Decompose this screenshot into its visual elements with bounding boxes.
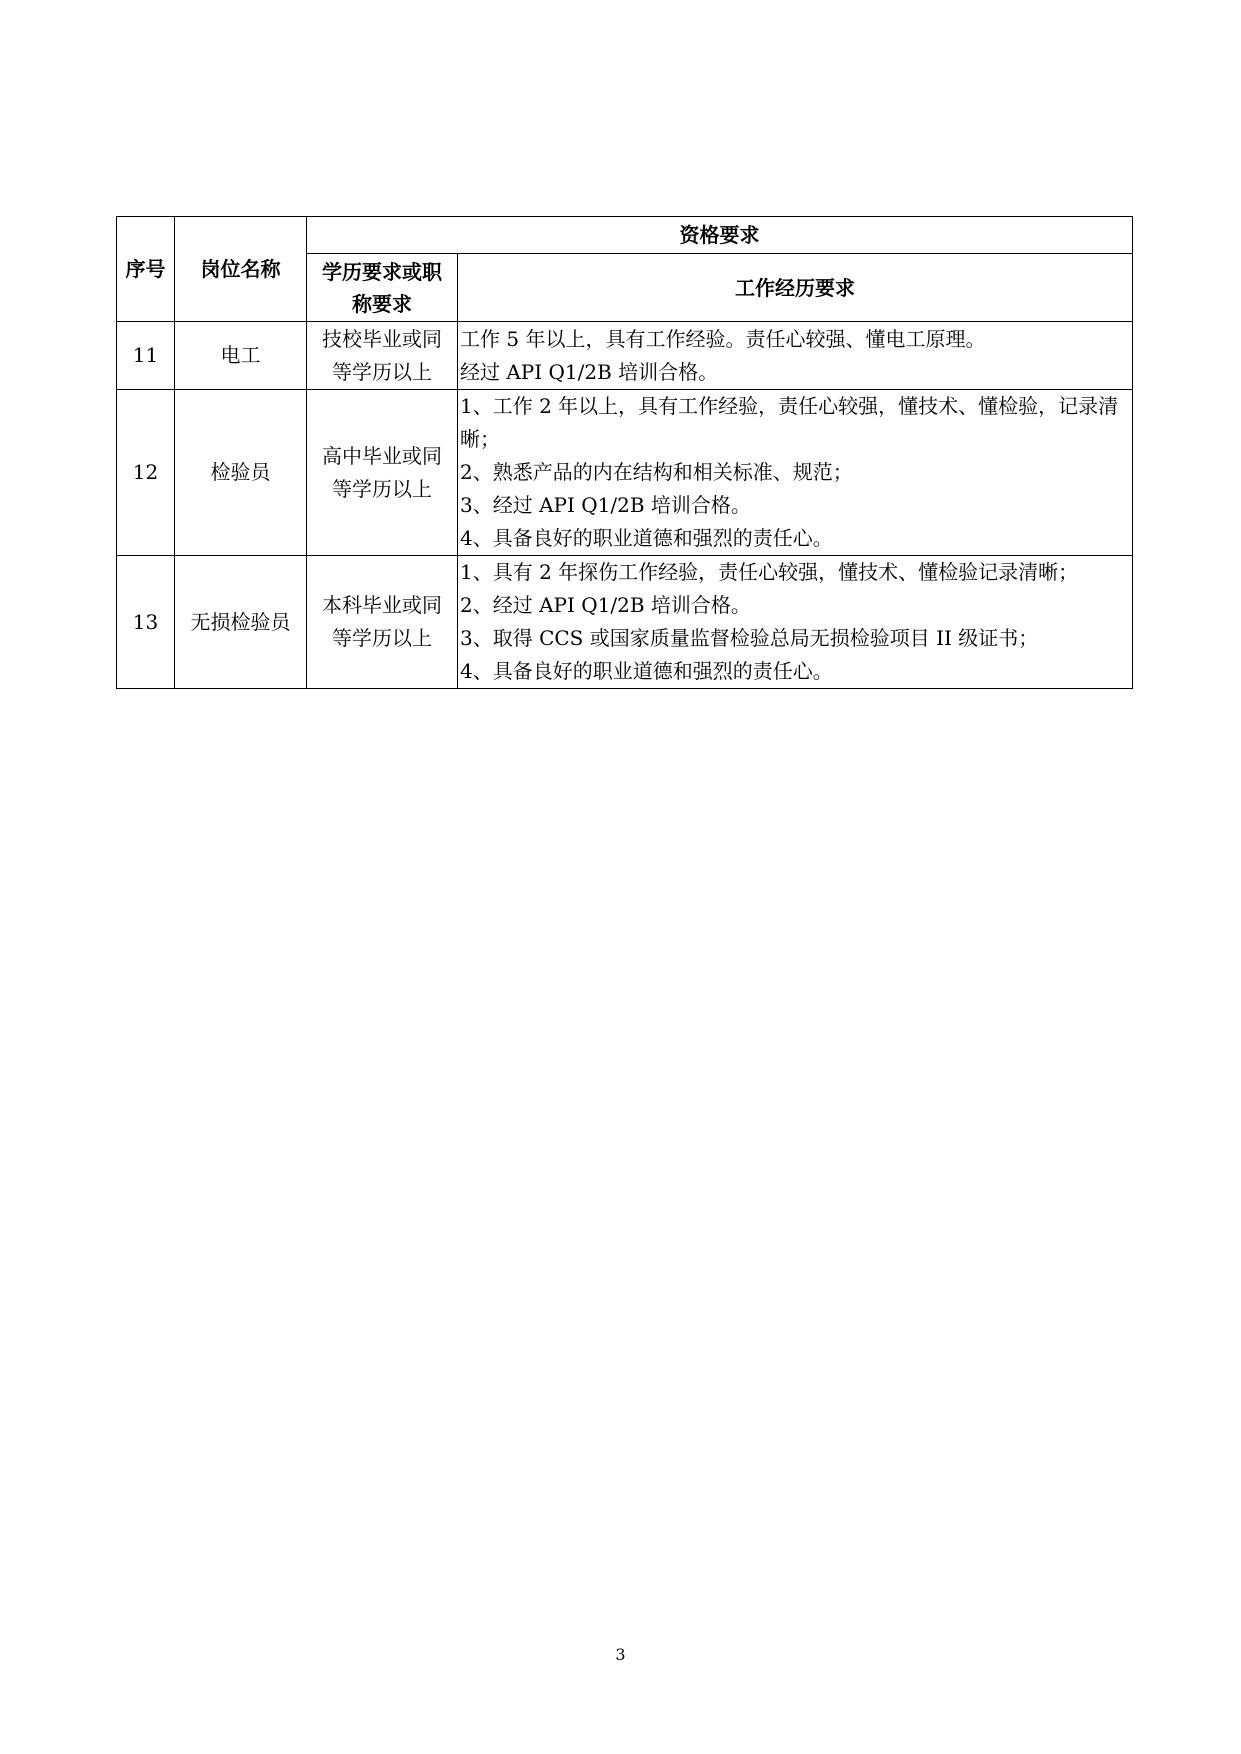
table-row bbox=[117, 390, 1133, 556]
experience-line: 3、经过 API Q1/2B 培训合格。 bbox=[460, 493, 751, 517]
education-line2: 等学历以上 bbox=[332, 476, 432, 501]
cell-experience bbox=[458, 322, 1133, 390]
page-number: 3 bbox=[615, 1645, 626, 1664]
experience-line: 2、经过 API Q1/2B 培训合格。 bbox=[460, 593, 751, 617]
experience-line: 3、取得 CCS 或国家质量监督检验总局无损检验项目 II 级证书； bbox=[460, 626, 1039, 650]
cell-education bbox=[307, 322, 458, 390]
header-row-top bbox=[117, 217, 1133, 254]
cell-education bbox=[307, 556, 458, 689]
experience-line: 1、具有 2 年探伤工作经验，责任心较强，懂技术、懂检验记录清晰； bbox=[460, 560, 1079, 584]
education-line1: 高中毕业或同 bbox=[322, 443, 442, 468]
header-position: 岗位名称 bbox=[175, 217, 307, 322]
header-seq: 序号 bbox=[117, 217, 175, 322]
experience-line: 4、具备良好的职业道德和强烈的责任心。 bbox=[460, 526, 833, 550]
header-education-line2: 称要求 bbox=[352, 291, 412, 316]
cell-position: 无损检验员 bbox=[175, 556, 307, 689]
cell-education bbox=[307, 390, 458, 556]
cell-seq: 13 bbox=[117, 556, 175, 689]
table-row bbox=[117, 556, 1133, 689]
qualification-requirements-table bbox=[116, 216, 1133, 689]
header-experience: 工作经历要求 bbox=[458, 254, 1133, 322]
experience-line: 工作 5 年以上，具有工作经验。责任心较强、懂电工原理。 bbox=[460, 326, 986, 351]
experience-line: 经过 API Q1/2B 培训合格。 bbox=[460, 359, 719, 384]
education-line2: 等学历以上 bbox=[332, 359, 432, 384]
experience-line: 4、具备良好的职业道德和强烈的责任心。 bbox=[460, 659, 833, 683]
cell-position: 电工 bbox=[175, 322, 307, 390]
cell-seq: 11 bbox=[117, 322, 175, 390]
experience-line: 1、工作 2 年以上，具有工作经验，责任心较强，懂技术、懂检验，记录清晰； bbox=[460, 394, 1119, 451]
education-line1: 技校毕业或同 bbox=[322, 326, 442, 351]
cell-seq: 12 bbox=[117, 390, 175, 556]
header-qualification: 资格要求 bbox=[307, 217, 1133, 254]
cell-experience bbox=[458, 556, 1133, 689]
cell-experience bbox=[458, 390, 1133, 556]
experience-line: 2、熟悉产品的内在结构和相关标准、规范； bbox=[460, 460, 853, 484]
education-line1: 本科毕业或同 bbox=[322, 593, 442, 617]
cell-position: 检验员 bbox=[175, 390, 307, 556]
education-line2: 等学历以上 bbox=[332, 626, 432, 650]
header-education-line1: 学历要求或职 bbox=[322, 259, 442, 284]
table-row bbox=[117, 322, 1133, 390]
header-education bbox=[307, 254, 458, 322]
